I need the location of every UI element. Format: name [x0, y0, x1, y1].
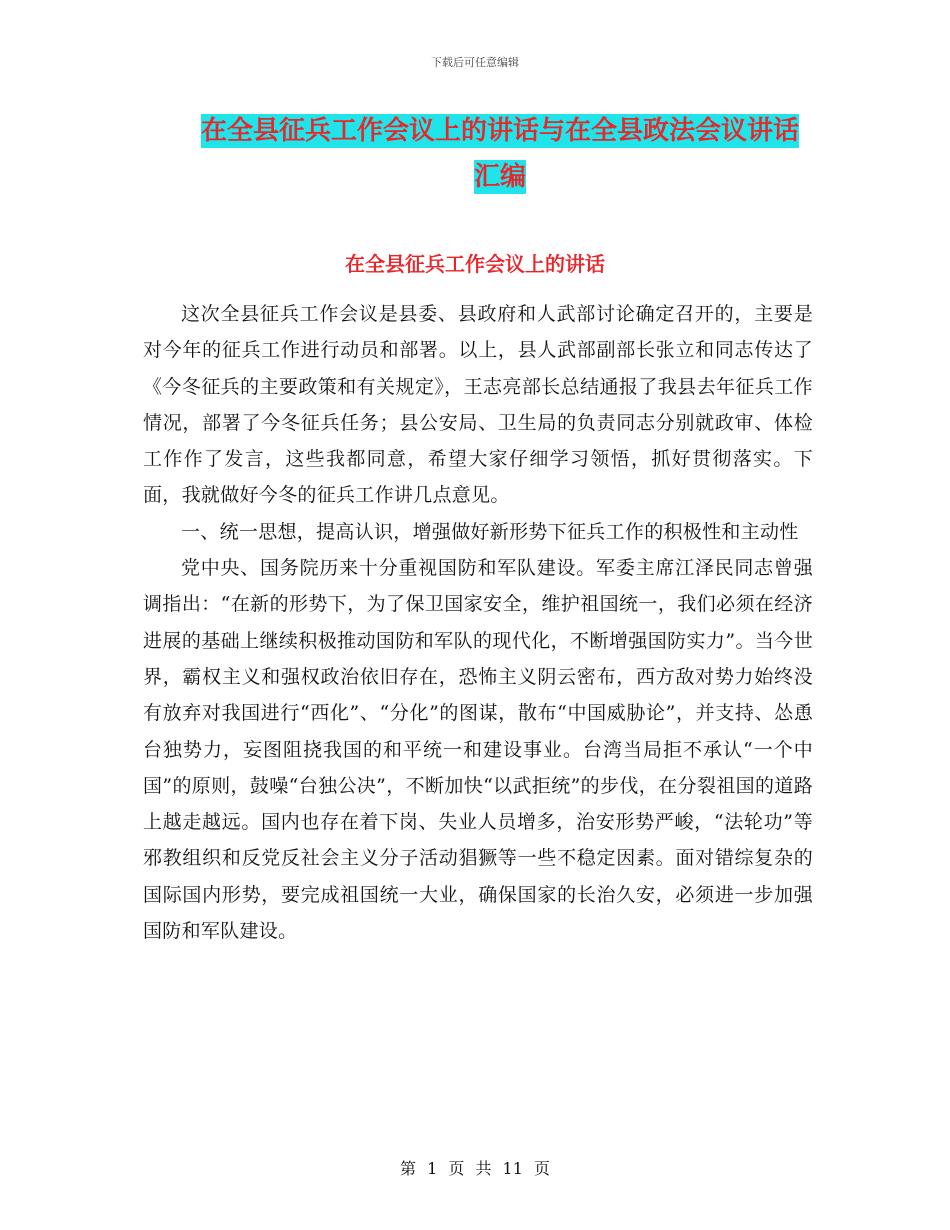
body-text	[143, 296, 813, 949]
document-title	[150, 108, 850, 200]
paragraph-intro: 这次全县征兵工作会议是县委、县政府和人武部讨论确定召开的，主要是对今年的征兵工作进行动员和部署。以上，县人武部副部长张立和同志传达了《今冬征兵的主要政策和有关规定》，王志亮部长总结通报了我县去年征兵工作情况，部署了今冬征兵任务；县公安局、卫生局的负责同志分别就政审、体检工作作了发言，这些我都同意，希望大家仔细学习领悟，抓好贯彻落实。下面，我就做好今冬的征兵工作讲几点意见。	[143, 303, 813, 507]
document-title-line-2: 汇编	[473, 162, 526, 192]
paragraph-national-defense: 党中央、国务院历来十分重视国防和军队建设。军委主席江泽民同志曾强调指出：“在新的形势下，为了保卫国家安全，维护祖国统一，我们必须在经济进展的基础上继续积极推动国防和军队的现代化，不断增强国防实力”。当今世界，霸权主义和强权政治依旧存在，恐怖主义阴云密布，西方敌对势力始终没有放弃对我国进行“西化”、“分化”的图谋，散布“中国威胁论”，并支持、怂恿台独势力，妄图阻挠我国的和平统一和建设事业。台湾当局拒不承认“一个中国”的原则，鼓噪“台独公决”，不断加快“以武拒统”的步伐，在分裂祖国的道路上越走越远。国内也存在着下岗、失业人员增多，治安形势严峻，“法轮功”等邪教组织和反党反社会主义分子活动猖獗等一些不稳定因素。面对错综复杂的国际国内形势，要完成祖国统一大业，确保国家的长治久安，必须进一步加强国防和军队建设。	[143, 557, 813, 943]
page-number-footer: 第 1 页 共 11 页	[400, 1159, 550, 1178]
paragraph-heading-one: 一、统一思想，提高认识，增强做好新形势下征兵工作的积极性和主动性	[181, 520, 799, 543]
section-title: 在全县征兵工作会议上的讲话	[345, 252, 605, 276]
document-title-line-1: 在全县征兵工作会议上的讲话与在全县政法会议讲话	[200, 116, 799, 146]
header-note: 下载后可任意编辑	[431, 56, 519, 69]
